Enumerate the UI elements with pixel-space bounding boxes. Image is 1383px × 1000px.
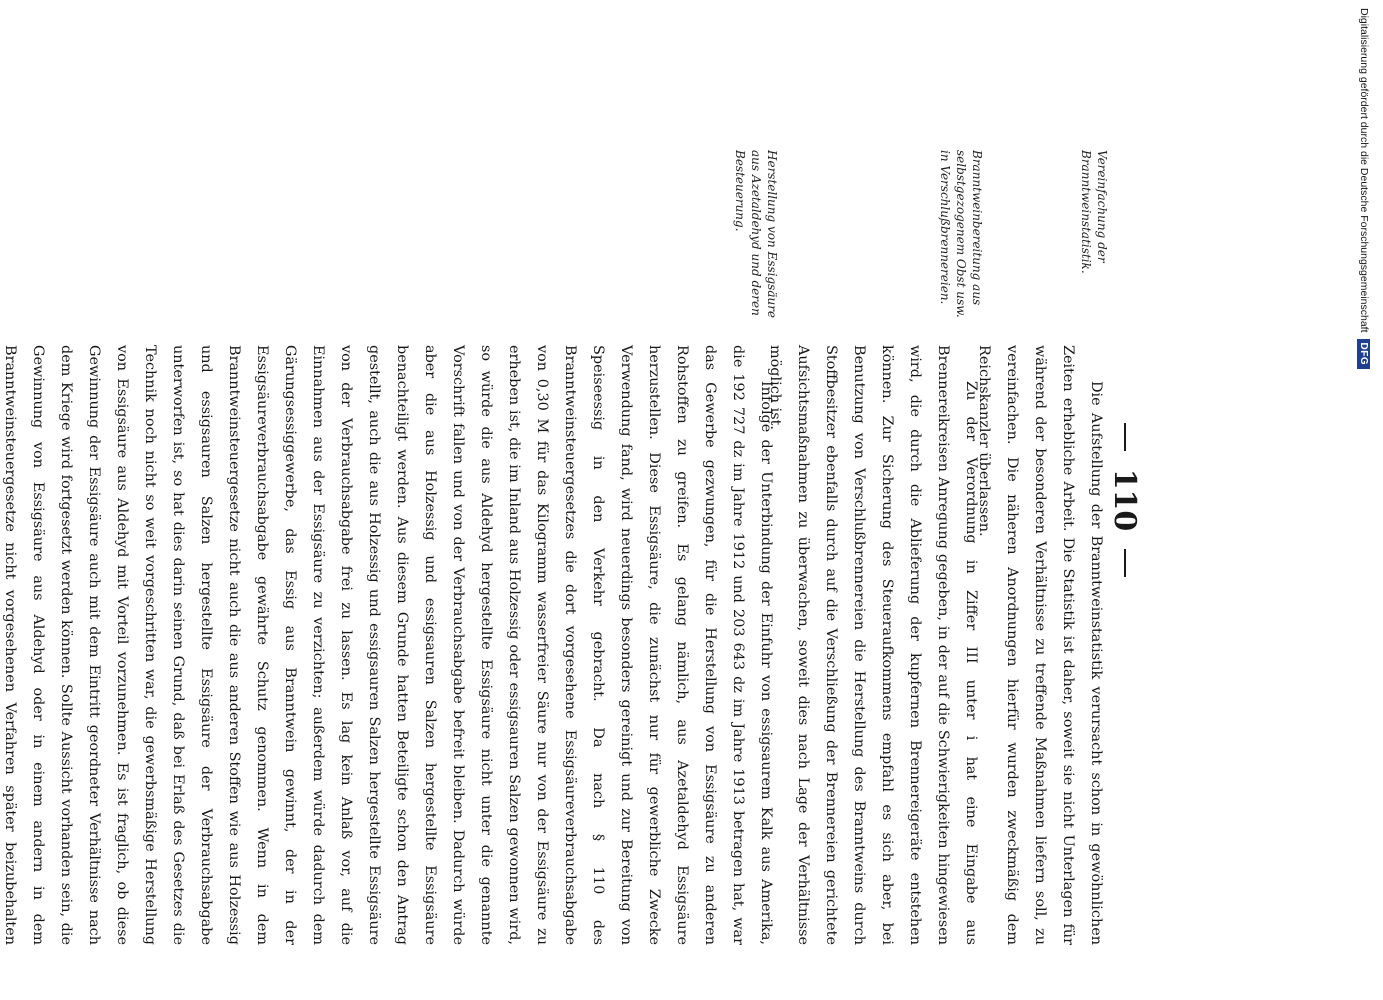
paragraph: Infolge der Unterbindung der Einfuhr von essigsaurem Kalk aus Amerika, die 192 727 dz im Jahre 1912 und 203 643 dz im Jahre 1913 betragen hat, war das Gewerbe gezwungen, für die Herstellung von Essigsäure zu anderen Rohstoffen zu greifen. Es gelang nämlich, aus Azetaldehyd Essigsäure herzustellen. Diese Essigsäure, die zunächst nur für gewerbliche Zwecke Verwendung fand, wird neuerdings besonders gereinigt und zur Bereitung von Speiseessig in den Verkehr gebracht. Da nach § 110 des Branntweinsteuergesetzes die dort vorgesehene Essigsäureverbrauchsabgabe von 0,30 M für das Kilogramm wasserfreier Säure nur von der Essigsäure zu erheben ist, die im Inland aus Holzessig oder essigsauren Salzen gewonnen wird, so würde die aus Aldehyd hergestellte Essigsäure nicht unter die genannte Vorschrift fallen und von der Verbrauchsabgabe befreit bleiben. Dadurch würde aber die aus Holzessig und essigsauren Salzen hergestellte Essigsäure benachteiligt werden. Aus diesem Grunde hatten Beteiligte schon den Antrag gestellt, auch die aus Holzessig und essigsauren Salzen hergestellte Essigsäure von der Verbrauchsabgabe frei zu lassen. Es lag kein Anlaß vor, auf die Einnahmen aus der Essigsäure zu verzichten; außerdem würde dadurch dem Gärungsessiggewerbe, das Essig aus Branntwein gewinnt, der in der Essigsäureverbrauchsabgabe gewährte Schutz genommen. Wenn in dem Branntweinsteuergesetze nicht auch die aus anderen Stoffen wie aus Holzessig und essigsauren Salzen hergestellte Essigsäure der Verbrauchsabgabe unterworfen ist, so hat dies darin seinen Grund, daß bei Erlaß des Gesetzes die Technik noch nicht so weit vorgeschritten war, die gewerbsmäßige Herstellung von Essigsäure aus Aldehyd mit Vorteil vorzunehmen. Es ist fraglich, ob diese Gewinnung der Essigsäure auch mit dem Eintritt geordneter Verhältnisse nach dem Kriege wird fortgesetzt werden können. Sollte Aussicht vorhanden sein, die Gewinnung von Essigsäure aus Aldehyd oder in einem andern in dem Branntweinsteuergesetze nicht vorgesehenen Verfahren später beizubehalten — [2, 345, 774, 945]
margin-note: Herstellung von Essigsäure aus Azetaldehyd und deren Besteuerung. — [733, 150, 779, 319]
margin-note: Vereinfachung der Branntweinstatistik. — [1079, 150, 1109, 274]
digitization-credit — [1353, 8, 1375, 993]
paragraph: Die Aufstellung der Branntweinstatistik verursacht schon in gewöhnlichen Zeiten erhebliche Arbeit. Die Statistik ist daher, soweit sie nicht Unterlagen für während der besonderen Verhältnisse zu treffende Maßnahmen liefern soll, zu vereinfachen. Die näheren Anordnungen hierfür wurden zweckmäßig dem Reichskanzler überlassen. — [976, 345, 1104, 945]
dash-left — [1124, 423, 1126, 451]
page-number: 110 — [1107, 468, 1143, 532]
paragraph: Zu der Verordnung in Ziffer III unter i hat eine Eingabe aus Brennereikreisen Anregung gegeben, in der auf die Schwierigkeiten hingewiesen wird, die durch die Ablieferung der kupfernen Brennereigeräte entstehen können. Zur Sicherung des Steueraufkommens empfahl es sich aber, bei Benutzung von Verschlußbrennereien die Herstellung des Branntweins durch Stoffbesitzer ebenfalls durch auf die Verschließung der Brennereien gerichtete Aufsichtsmaßnahmen zu überwachen, soweit dies nach Lage der Verhältnisse möglich ist. — [767, 345, 979, 945]
margin-note: Branntweinbereitung aus selbstgezogenem Obst usw. in Verschlußbrennereien. — [938, 150, 984, 318]
dfg-logo: DFG — [1358, 339, 1371, 370]
credit-text: Digitalisierung gefördert durch die Deutsche Forschungsgemeinschaft — [1358, 8, 1370, 333]
dash-right — [1124, 549, 1126, 577]
